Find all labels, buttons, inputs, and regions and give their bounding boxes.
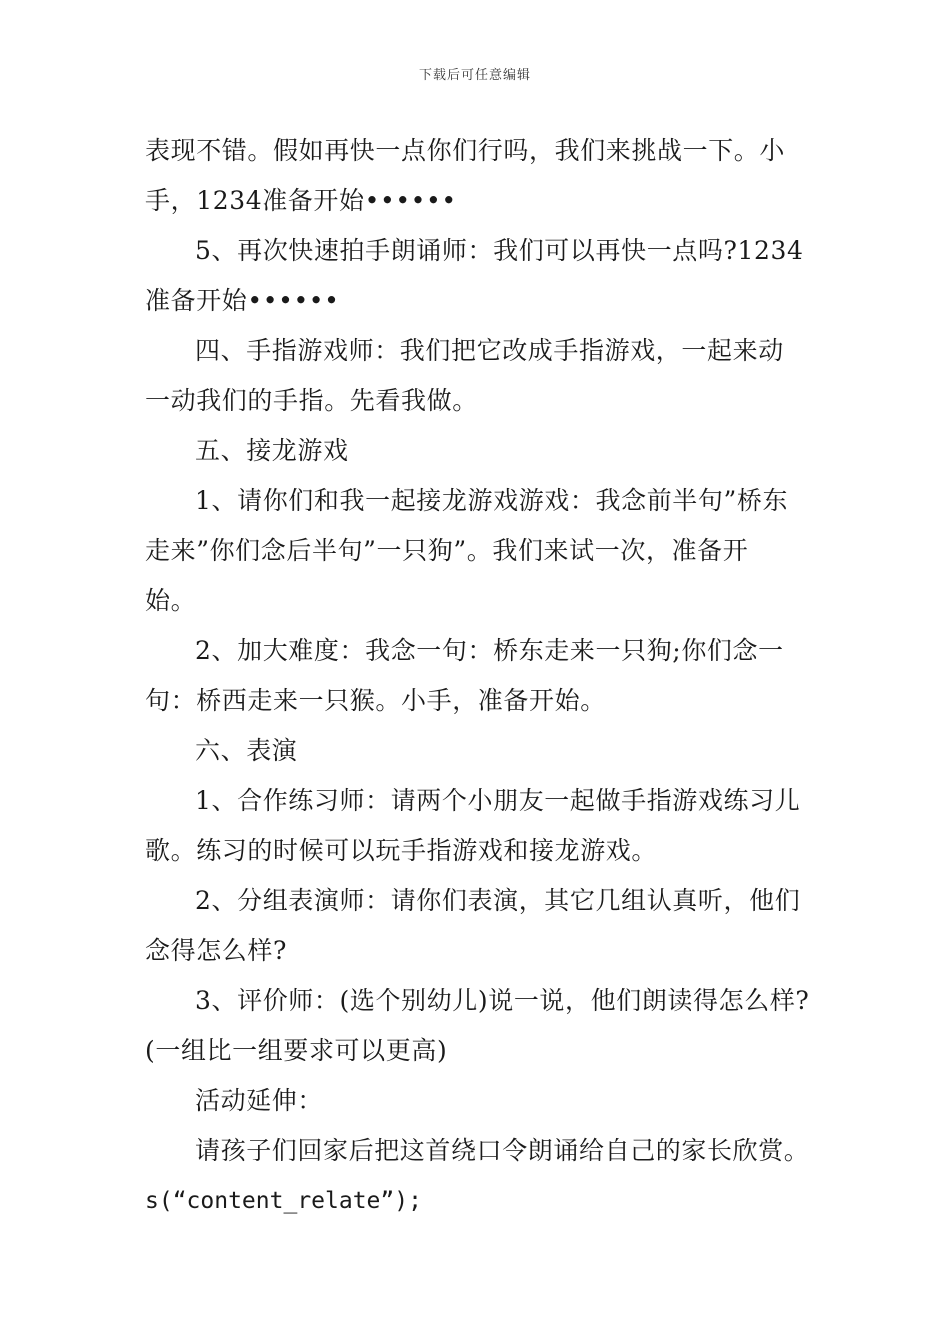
text-line: (一组比一组要求可以更高) <box>145 1036 448 1065</box>
text-line: 始。 <box>145 586 197 615</box>
text-line: 一动我们的手指。先看我做。 <box>145 386 478 415</box>
code-snippet-line: s(“content_relate”); <box>145 1188 422 1214</box>
text-line: 5、再次快速拍手朗诵师：我们可以再快一点吗?1234 <box>195 236 804 265</box>
text-line: 1、请你们和我一起接龙游戏游戏：我念前半句”桥东 <box>195 486 789 515</box>
text-line: 2、分组表演师：请你们表演，其它几组认真听，他们 <box>195 886 801 915</box>
section-heading: 五、接龙游戏 <box>195 436 349 465</box>
text-line: 3、评价师：(选个别幼儿)说一说，他们朗读得怎么样? <box>195 986 810 1015</box>
text-line: 1、合作练习师：请两个小朋友一起做手指游戏练习儿 <box>195 786 801 815</box>
page-header: 下载后可任意编辑 <box>418 68 531 83</box>
section-heading: 四、手指游戏师：我们把它改成手指游戏，一起来动 <box>195 336 784 365</box>
document-body <box>145 126 810 1226</box>
text-line: 手，1234准备开始•••••• <box>145 186 457 215</box>
text-line: 念得怎么样? <box>145 936 288 965</box>
text-line: 请孩子们回家后把这首绕口令朗诵给自己的家长欣赏。 <box>195 1136 810 1165</box>
text-line: 歌。练习的时候可以玩手指游戏和接龙游戏。 <box>145 836 658 865</box>
text-line: 表现不错。假如再快一点你们行吗，我们来挑战一下。小 <box>145 136 786 165</box>
text-line: 走来”你们念后半句”一只狗”。我们来试一次，准备开 <box>145 536 749 565</box>
text-line: 句：桥西走来一只猴。小手，准备开始。 <box>145 686 606 715</box>
section-heading: 六、表演 <box>195 736 298 765</box>
text-line: 2、加大难度：我念一句：桥东走来一只狗;你们念一 <box>195 636 784 665</box>
section-heading: 活动延伸： <box>195 1086 324 1115</box>
text-line: 准备开始•••••• <box>145 286 340 315</box>
